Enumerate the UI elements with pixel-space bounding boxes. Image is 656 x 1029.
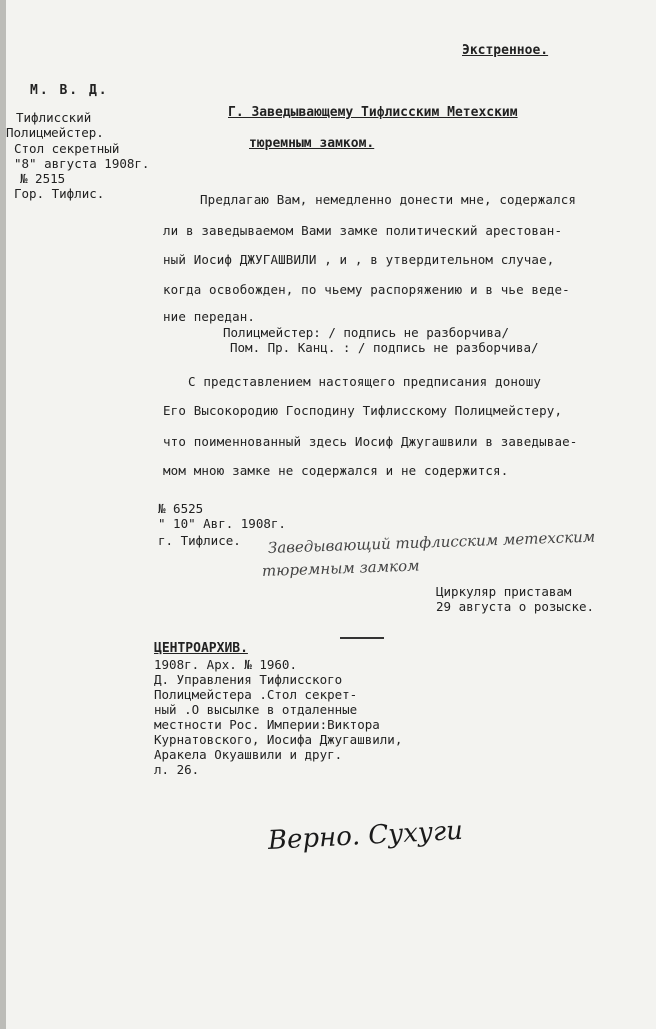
- archive-line: 1908г. Арх. № 1960.: [154, 657, 297, 672]
- archive-line: Д. Управления Тифлисского: [154, 672, 343, 687]
- sender-city: Гор. Тифлис.: [14, 186, 105, 201]
- archive-line: Полицмейстера .Стол секрет-: [154, 687, 358, 702]
- reply-line: мом мною замке не содержался и не содержится.: [163, 463, 509, 478]
- sender-number: № 2515: [20, 171, 66, 186]
- reply-line: С представлением настоящего предписания доношу: [188, 374, 542, 389]
- reply-date: " 10" Авг. 1908г.: [158, 516, 286, 531]
- request-line: ли в заведываемом Вами замке политический арестован-: [163, 223, 563, 238]
- reply-line: что поименнованный здесь Иосиф Джугашвили в заведывае-: [163, 434, 578, 449]
- request-line: Предлагаю Вам, немедленно донести мне, содержался: [200, 192, 577, 207]
- divider: [340, 637, 384, 639]
- scan-edge-left: [0, 0, 6, 1029]
- sender-line: Стол секретный: [14, 141, 120, 156]
- archive-line: ный .О высылке в отдаленные: [154, 702, 358, 717]
- request-line: ный Иосиф ДЖУГАШВИЛИ , и , в утвердительном случае,: [163, 252, 555, 267]
- archive-title: ЦЕНТРОАРХИВ.: [154, 641, 248, 656]
- archive-line: местности Рос. Империи:Виктора: [154, 717, 380, 732]
- archive-line: Аракела Окуашвили и друг.: [154, 747, 343, 762]
- signature-police-chief: Полицмейстер: / подпись не разборчива/: [223, 325, 509, 340]
- reply-number: № 6525: [158, 501, 204, 516]
- archive-line: л. 26.: [154, 762, 200, 777]
- urgency-label: Экстренное.: [462, 43, 549, 58]
- reply-city: г. Тифлисе.: [158, 533, 241, 548]
- handwritten-note-line-1: Заведывающий тифлисским метехским: [267, 527, 596, 557]
- request-line: когда освобожден, по чьему распоряжению и в чье веде-: [163, 282, 570, 297]
- sender-line: Полицмейстер.: [6, 125, 104, 140]
- signature-assistant: Пом. Пр. Канц. : / подпись не разборчива/: [230, 340, 539, 355]
- certification-signature: Верно. Сухуги: [267, 815, 464, 856]
- sender-line: Тифлисский: [16, 110, 92, 125]
- addressee-line-1: Г. Заведывающему Тифлисским Метехским: [228, 105, 518, 120]
- reply-line: Его Высокородию Господину Тифлисскому Полицмейстеру,: [163, 403, 563, 418]
- ministry-label: М. В. Д.: [30, 83, 109, 98]
- sender-date: "8" августа 1908г.: [14, 156, 150, 171]
- circular-line-2: 29 августа о розыске.: [436, 599, 595, 614]
- circular-line-1: Циркуляр приставам: [436, 584, 572, 599]
- handwritten-note-line-2: тюремным замком: [261, 556, 420, 580]
- archive-line: Курнатовского, Иосифа Джугашвили,: [154, 732, 403, 747]
- addressee-line-2: тюремным замком.: [249, 136, 375, 151]
- request-line: ние передан.: [163, 309, 256, 324]
